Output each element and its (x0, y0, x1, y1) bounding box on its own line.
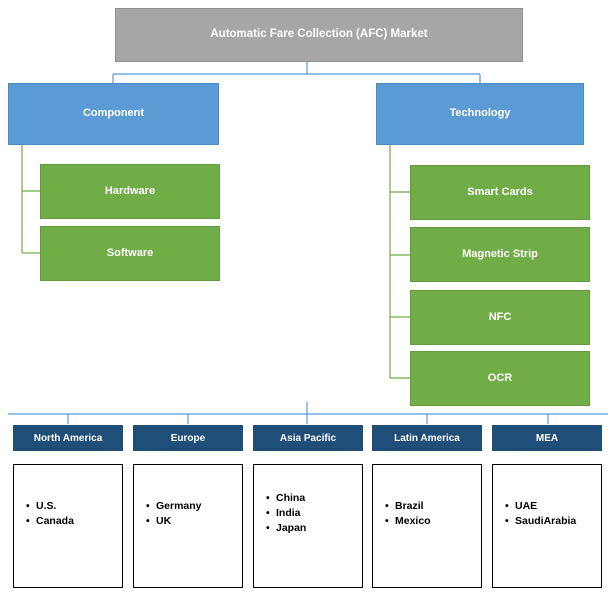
country-item: • Brazil (395, 499, 481, 514)
region-header-asia-pacific (253, 425, 363, 451)
region-header-mea (492, 425, 602, 451)
leaf-node-label: Magnetic Strip (462, 247, 538, 260)
country-item: • UAE (515, 499, 601, 514)
leaf-node-label: Hardware (104, 184, 156, 197)
country-list (505, 499, 601, 529)
leaf-node-label: Smart Cards (467, 185, 533, 198)
country-item: • Japan (276, 521, 362, 536)
country-item: • Canada (36, 514, 122, 529)
region-header-label: Asia Pacific (279, 432, 337, 444)
branch-node-component (8, 83, 219, 145)
region-box-north-america (13, 464, 123, 588)
region-box-asia-pacific (253, 464, 363, 588)
root-node-label: Automatic Fare Collection (AFC) Market (210, 28, 428, 41)
branch-node-technology (376, 83, 584, 145)
region-header-label: Europe (170, 432, 206, 444)
country-list (266, 491, 362, 537)
country-item: • U.S. (36, 499, 122, 514)
leaf-node-ocr (410, 351, 590, 406)
country-list (26, 499, 122, 529)
leaf-node-smart-cards (410, 165, 590, 220)
country-item: • Germany (156, 499, 242, 514)
region-header-label: MEA (535, 432, 559, 444)
leaf-node-hardware (40, 164, 220, 219)
region-box-europe (133, 464, 243, 588)
region-header-latin-america (372, 425, 482, 451)
leaf-node-label: OCR (487, 371, 513, 384)
leaf-node-magnetic-strip (410, 227, 590, 282)
branch-node-label: Component (82, 107, 145, 120)
country-item: • UK (156, 514, 242, 529)
region-header-north-america (13, 425, 123, 451)
country-item: • SaudiArabia (515, 514, 601, 529)
branch-node-label: Technology (449, 107, 511, 120)
country-list (146, 499, 242, 529)
leaf-node-label: NFC (488, 310, 512, 323)
region-header-europe (133, 425, 243, 451)
region-box-latin-america (372, 464, 482, 588)
country-item: • China (276, 491, 362, 506)
root-node-afc-market (115, 8, 523, 62)
leaf-node-label: Software (106, 246, 154, 259)
leaf-node-nfc (410, 290, 590, 345)
leaf-node-software (40, 226, 220, 281)
region-header-label: Latin America (394, 432, 460, 444)
region-box-mea (492, 464, 602, 588)
country-list (385, 499, 481, 529)
region-header-label: North America (33, 432, 103, 444)
country-item: • India (276, 506, 362, 521)
country-item: • Mexico (395, 514, 481, 529)
